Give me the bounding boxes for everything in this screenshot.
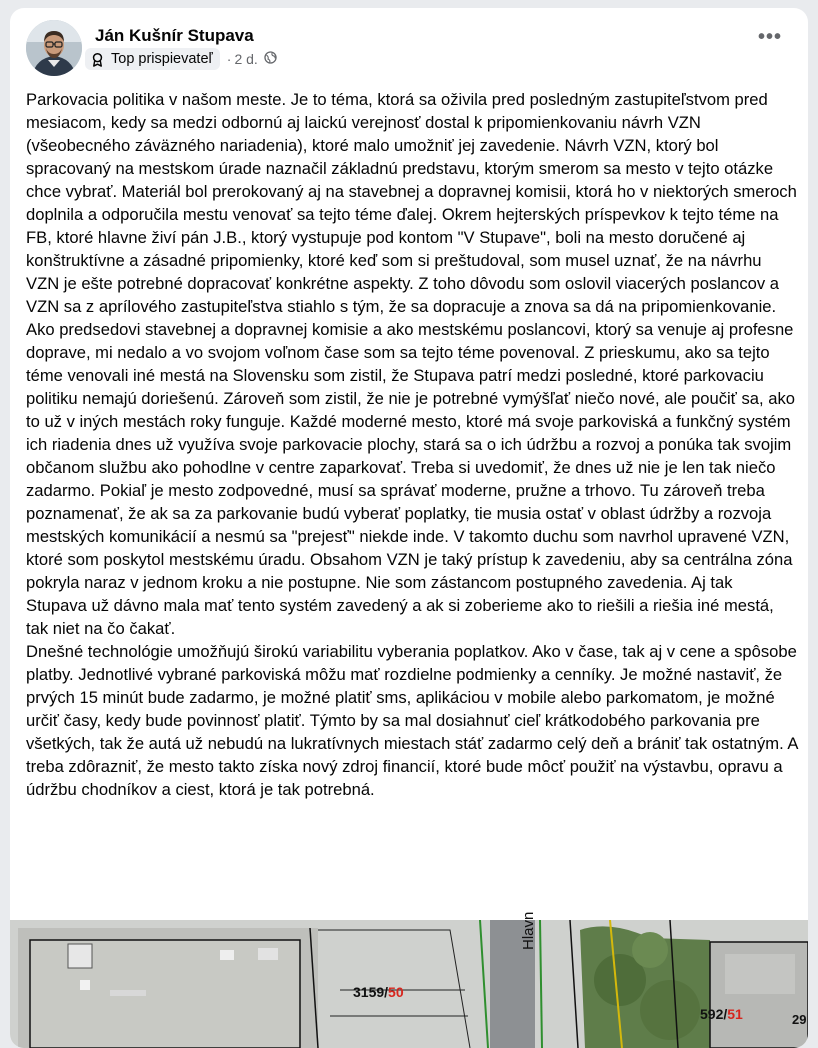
edge-label: 29: [792, 1012, 807, 1027]
post-text: Parkovacia politika v našom meste. Je to téma, ktorá sa oživila pred posledným zastupiteľstvom pred mesiacom, kedy sa medzi odbornú aj laickú verejnosť dostal k pripomienkovaniu návrh VZN (všeobecného záväzného nariadenia), ktoré malo umožniť jej zavedenie. Návrh VZN, ktorý bol spracovaný na mestskom úrade naznačil základnú predstavu, ktorým smerom sa mesto v tejto otázke chce vybrať. Materiál bol prerokovaný aj na stavebnej a dopravnej komisii, ktorá ho v niektorých smeroch doplnila a odporučila mestu venovať sa tejto téme ďalej. Okrem hejterských príspevkov k tejto téme na FB, ktoré hlavne živí pán J.B., ktorý vystupuje pod kontom "V Stupave", boli na mesto doručené aj konštruktívne a zásadné pripomienky, ktoré keď som si preštudoval, som musel uznať, že na návrhu VZN je ešte potrebné dopracovať konkrétne aspekty. Z toho dôvodu som oslovil viacerých poslancov a VZN sa z aprílového zastupiteľstva stiahlo s tým, že sa dopracuje a znova sa dá na pripomienkovanie. Ako predsedovi stavebnej a dopravnej komisie a ako mestskému poslancovi, ktorý sa venuje aj profesne doprave, mi nedalo a vo svojom voľnom čase som sa tejto téme povenoval. Z prieskumu, ako sa tejto téme venovali iné mestá na Slovensku som zistil, že Stupava patrí medzi posledné, ktoré parkovaciu politiku nemajú doriešenú. Zároveň som zistil, že nie je potrebné vymýšľať niečo nové, ale poučiť sa, ako to už v iných mestách roky funguje. Každé moderné mesto, ktoré má svoje parkoviská a funkčný systém ich riadenia dnes už využíva svoje parkovacie plochy, stará sa o ich údržbu a rozvoj a ponúka tak svojim občanom službu ako pohodlne v centre zaparkovať. Treba si uvedomiť, že dnes už nie je len tak niečo zadarmo. Pokiaľ je mesto zodpovedné, musí sa správať moderne, pružne a trhovo. Tu zároveň treba poznamenať, že ak sa za parkovanie budú vyberať poplatky, tie musia ostať v oblast údržby a rozvoja mestských komunikácií a nesmú sa "prejesť" niekde inde. V takomto duchu som navrhol upravené VZN, ktoré som poskytol mestskému úradu. Obsahom VZN je taký prístup k zavedeniu, aby sa centrálna zóna pokryla naraz v jednom kroku a nie postupne. Nie som zástancom postupného zavedenia. Aj tak Stupava už dávno mala mať tento systém zavedený a ak si zoberieme ako to riešili a riešia iné mestá, tak niet na čo čakať. Dnešné technológie umožňujú širokú variabilitu vyberania poplatkov. Ako v čase, tak aj v cene a spôsobe platby. Jednotlivé vybrané parkoviská môžu mať rozdielne podmienky a cenníky. Je možné nastaviť, že prvých 15 minút bude zadarmo, je možné platiť sms, aplikáciou v mobile alebo parkomatom, je možné určiť časy, kedy bude povinnosť platiť. Týmto by sa mal dosiahnuť cieľ krátkodobého parkovania pre všetkých, tak že autá už nebudú na lukratívnych miestach stáť zadarmo celý deň a brániť tak ostatným. A treba zdôrazniť, že mesto takto získa nový zdroj financií, ktoré bude môcť použiť na výstavbu, opravu a údržbu chodníkov a ciest, ktorá je tak potrebná.: [26, 90, 798, 799]
globe-icon: [264, 51, 277, 67]
post-card: [10, 8, 808, 1048]
parcel-label-1: [353, 984, 404, 1000]
badge-label: Top prispievateľ: [111, 51, 213, 67]
parcel-label-2-sub: 51: [727, 1006, 743, 1022]
parcel-label-1-number: 3159/: [353, 984, 389, 1000]
parcel-label-1-sub: 50: [388, 984, 404, 1000]
meta-separator: ·: [226, 51, 232, 67]
post-meta: [85, 48, 277, 70]
street-label: Hlavn: [520, 911, 537, 950]
author-avatar[interactable]: [26, 20, 82, 76]
parcel-label-2-number: 592/: [700, 1006, 728, 1022]
more-options-icon[interactable]: •••: [757, 26, 782, 48]
parcel-label-2: [700, 1006, 743, 1022]
badge-icon: [90, 52, 105, 67]
post-timestamp[interactable]: 2 d.: [234, 51, 258, 67]
author-name[interactable]: Ján Kušnír Stupava: [95, 26, 254, 45]
top-contributor-badge[interactable]: [85, 48, 220, 70]
post-map-image[interactable]: [10, 911, 808, 1048]
